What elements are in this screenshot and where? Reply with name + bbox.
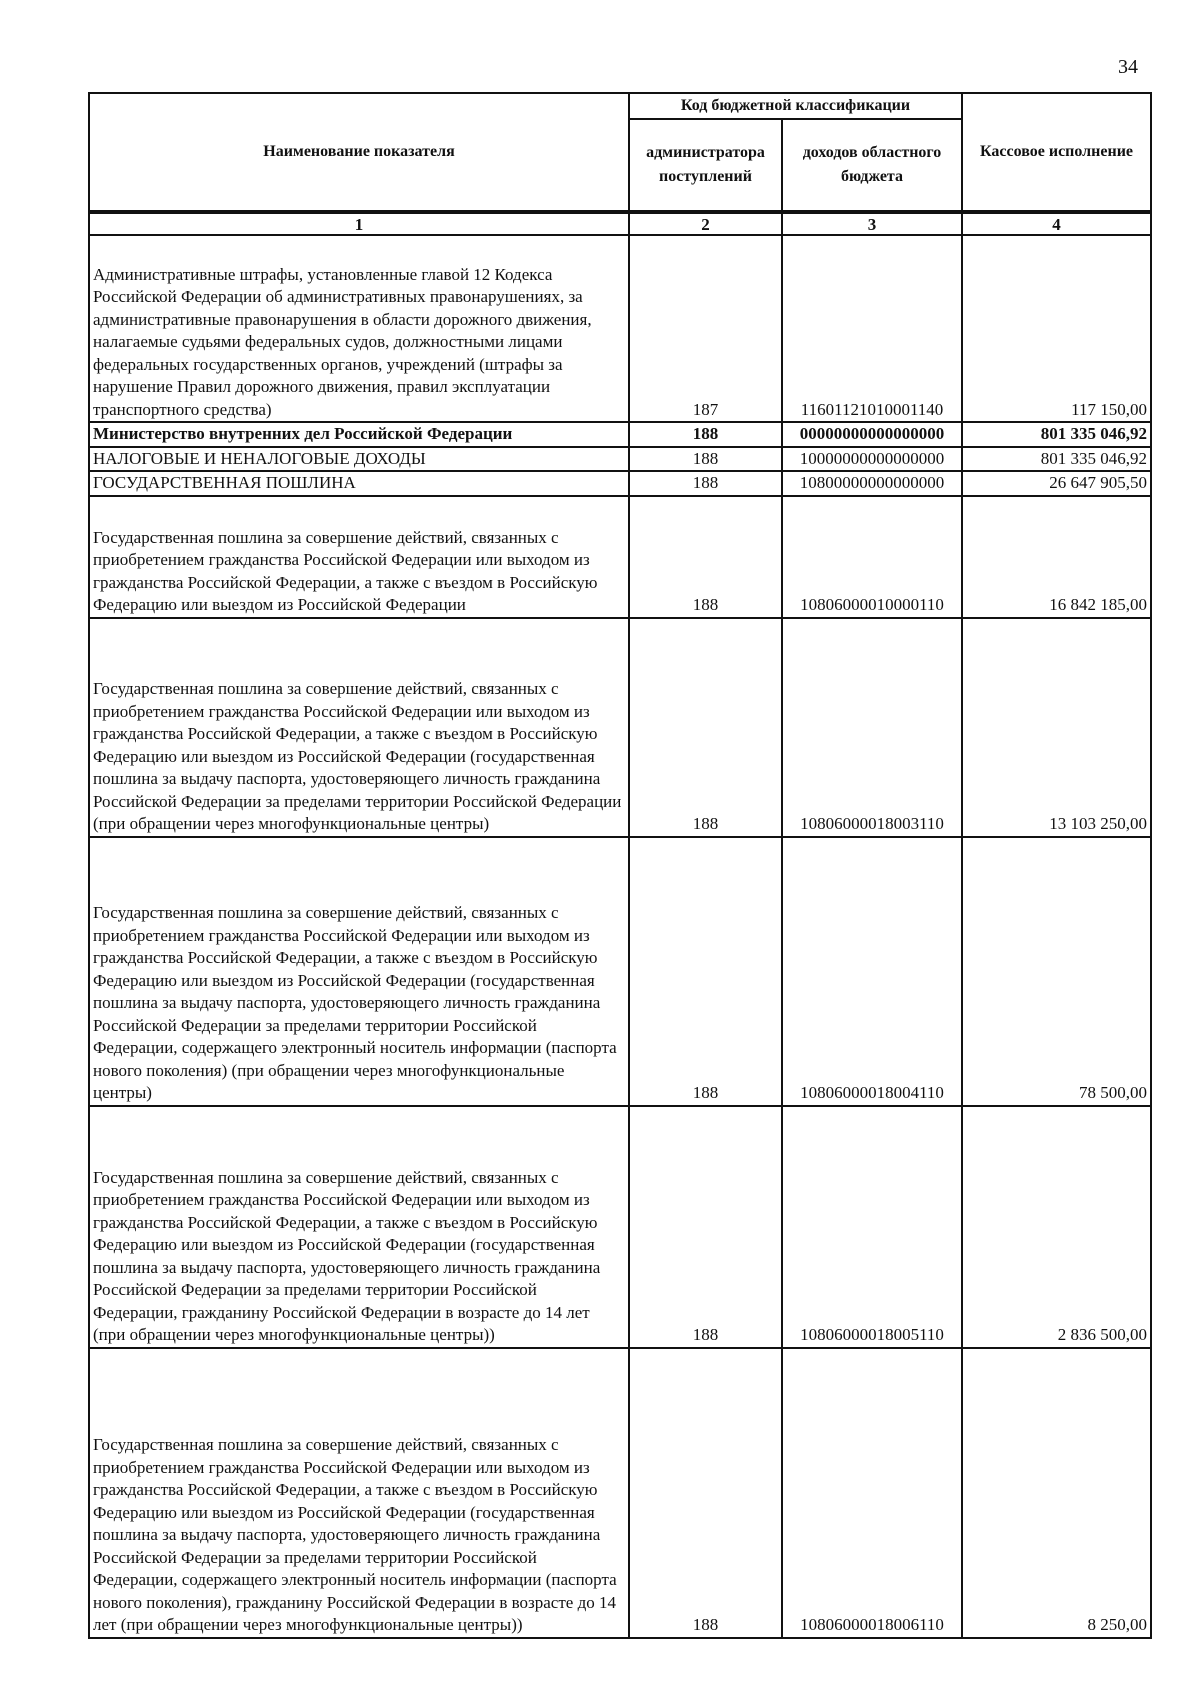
- table-row: [89, 496, 1151, 618]
- execution-amount: 16 842 185,00: [962, 496, 1151, 618]
- indicator-name: Административные штрафы, установленные главой 12 Кодекса Российской Федерации об административных правонарушениях, за административные правонарушения в области дорожного движения, налагаемые судьями федеральных судов, должностными лицами федеральных государственных органов, учреждений (штрафы за нарушение Правил дорожного движения, правил эксплуатации транспортного средства): [89, 235, 629, 422]
- page-number: 34: [1118, 56, 1138, 78]
- admin-code: 187: [629, 235, 782, 422]
- income-code: 11601121010001140: [782, 235, 962, 422]
- admin-code: 188: [629, 837, 782, 1106]
- admin-code: 188: [629, 422, 782, 447]
- header-execution-column: Кассовое исполнение: [962, 93, 1151, 212]
- table-row: [89, 1106, 1151, 1348]
- income-code: 10806000018005110: [782, 1106, 962, 1348]
- indicator-name: Государственная пошлина за совершение действий, связанных с приобретением гражданства Российской Федерации или выходом из гражданства Российской Федерации, а также с въездом в Российскую Федерацию или выездом из Российской Федерации (государственная пошлина за выдачу паспорта, удостоверяющего личность гражданина Российской Федерации за пределами территории Российской Федерации (при обращении через многофункциональные центры): [89, 618, 629, 837]
- column-number: 4: [962, 212, 1151, 235]
- execution-amount: 8 250,00: [962, 1348, 1151, 1638]
- indicator-name: Государственная пошлина за совершение действий, связанных с приобретением гражданства Российской Федерации или выходом из гражданства Российской Федерации, а также с въездом в Российскую Федерацию или выездом из Российской Федерации (государственная пошлина за выдачу паспорта, удостоверяющего личность гражданина Российской Федерации за пределами территории Российской Федерации, содержащего электронный носитель информации (паспорта нового поколения) (при обращении через многофункциональные центры): [89, 837, 629, 1106]
- income-code: 10800000000000000: [782, 471, 962, 496]
- indicator-name: ГОСУДАРСТВЕННАЯ ПОШЛИНА: [89, 471, 629, 496]
- budget-report-table: [88, 92, 1152, 1639]
- execution-amount: 2 836 500,00: [962, 1106, 1151, 1348]
- admin-code: 188: [629, 1348, 782, 1638]
- header-income-column: доходов областного бюджета: [782, 119, 962, 212]
- header-classification-group: Код бюджетной классификации: [629, 93, 962, 119]
- execution-amount: 801 335 046,92: [962, 447, 1151, 472]
- table-row: [89, 837, 1151, 1106]
- execution-amount: 13 103 250,00: [962, 618, 1151, 837]
- admin-code: 188: [629, 447, 782, 472]
- table-row: [89, 471, 1151, 496]
- execution-amount: 117 150,00: [962, 235, 1151, 422]
- income-code: 10000000000000000: [782, 447, 962, 472]
- table-row: [89, 235, 1151, 422]
- execution-amount: 78 500,00: [962, 837, 1151, 1106]
- admin-code: 188: [629, 1106, 782, 1348]
- execution-amount: 26 647 905,50: [962, 471, 1151, 496]
- indicator-name: Государственная пошлина за совершение действий, связанных с приобретением гражданства Российской Федерации или выходом из гражданства Российской Федерации, а также с въездом в Российскую Федерацию или выездом из Российской Федерации (государственная пошлина за выдачу паспорта, удостоверяющего личность гражданина Российской Федерации за пределами территории Российской Федерации, содержащего электронный носитель информации (паспорта нового поколения), гражданину Российской Федерации в возрасте до 14 лет (при обращении через многофункциональные центры)): [89, 1348, 629, 1638]
- header-admin-column: администратора поступлений: [629, 119, 782, 212]
- indicator-name: НАЛОГОВЫЕ И НЕНАЛОГОВЫЕ ДОХОДЫ: [89, 447, 629, 472]
- income-code: 10806000010000110: [782, 496, 962, 618]
- execution-amount: 801 335 046,92: [962, 422, 1151, 447]
- admin-code: 188: [629, 618, 782, 837]
- table-row: [89, 447, 1151, 472]
- column-number: 2: [629, 212, 782, 235]
- indicator-name: Министерство внутренних дел Российской Федерации: [89, 422, 629, 447]
- income-code: 10806000018003110: [782, 618, 962, 837]
- indicator-name: Государственная пошлина за совершение действий, связанных с приобретением гражданства Российской Федерации или выходом из гражданства Российской Федерации, а также с въездом в Российскую Федерацию или выездом из Российской Федерации: [89, 496, 629, 618]
- table-row: [89, 1348, 1151, 1638]
- admin-code: 188: [629, 471, 782, 496]
- table-row: [89, 618, 1151, 837]
- income-code: 00000000000000000: [782, 422, 962, 447]
- table-row: [89, 422, 1151, 447]
- indicator-name: Государственная пошлина за совершение действий, связанных с приобретением гражданства Российской Федерации или выходом из гражданства Российской Федерации, а также с въездом в Российскую Федерацию или выездом из Российской Федерации (государственная пошлина за выдачу паспорта, удостоверяющего личность гражданина Российской Федерации за пределами территории Российской Федерации, гражданину Российской Федерации в возрасте до 14 лет (при обращении через многофункциональные центры)): [89, 1106, 629, 1348]
- header-name-column: Наименование показателя: [89, 93, 629, 212]
- column-number: 3: [782, 212, 962, 235]
- admin-code: 188: [629, 496, 782, 618]
- column-number: 1: [89, 212, 629, 235]
- income-code: 10806000018004110: [782, 837, 962, 1106]
- income-code: 10806000018006110: [782, 1348, 962, 1638]
